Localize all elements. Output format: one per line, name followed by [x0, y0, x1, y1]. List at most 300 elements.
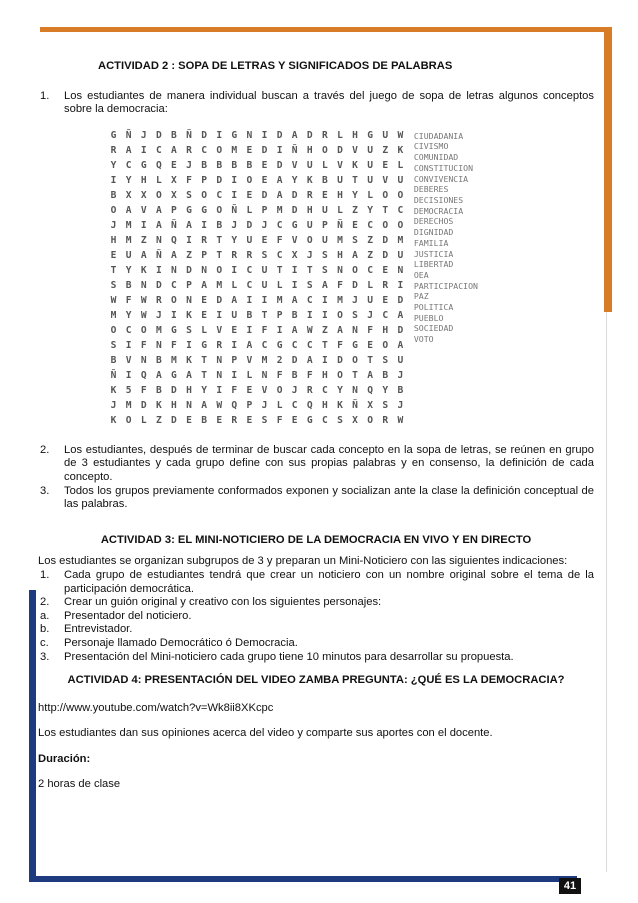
grid-letter: Ñ	[352, 400, 358, 412]
grid-letter: I	[140, 145, 147, 157]
grid-letter: H	[337, 250, 343, 262]
grid-letter: K	[337, 400, 343, 412]
grid-letter: A	[171, 250, 177, 262]
grid-letter: O	[397, 220, 404, 232]
grid-letter: O	[337, 310, 343, 322]
grid-letter: A	[352, 250, 358, 262]
grid-letter: X	[140, 190, 147, 202]
list-item	[38, 444, 594, 485]
grid-letter: Q	[231, 400, 238, 412]
word-list-item: CIUDADANIA	[413, 130, 464, 141]
grid-letter: A	[367, 370, 374, 382]
grid-letter: O	[216, 205, 223, 217]
grid-letter: C	[321, 385, 328, 397]
list-text: Cada grupo de estudiantes tendrá que crear un noticiero con un nombre original sobre el tema de la participación democrática.	[64, 568, 594, 595]
grid-letter: Q	[306, 400, 313, 412]
grid-letter: U	[261, 280, 268, 292]
grid-letter: M	[171, 355, 177, 367]
grid-letter: Q	[140, 370, 147, 382]
activity-3-list	[38, 569, 594, 610]
grid-letter: J	[306, 250, 313, 262]
blue-frame-left	[29, 590, 36, 882]
grid-letter: N	[186, 295, 192, 307]
word-list-item: CONVIVENCIA	[413, 173, 469, 184]
grid-letter: H	[186, 385, 192, 397]
grid-letter: I	[231, 340, 238, 352]
grid-letter: F	[276, 370, 283, 382]
grid-letter: N	[140, 355, 147, 367]
grid-letter: U	[306, 160, 313, 172]
grid-letter: G	[291, 220, 298, 232]
grid-letter: I	[216, 385, 223, 397]
grid-letter: I	[231, 265, 238, 277]
duration-label: Duración:	[38, 752, 91, 765]
word-list-item: DERECHOS	[413, 216, 454, 227]
grid-letter: C	[125, 325, 132, 337]
word-list	[414, 129, 478, 444]
grid-letter: Y	[231, 235, 238, 247]
grid-letter: J	[140, 130, 147, 142]
grid-letter: U	[367, 160, 374, 172]
grid-letter: A	[276, 190, 283, 202]
grid-letter: D	[246, 220, 253, 232]
grid-letter: B	[216, 220, 223, 232]
grid-letter: A	[276, 175, 283, 187]
grid-letter: R	[382, 415, 389, 427]
grid-letter: A	[186, 220, 192, 232]
grid-letter: B	[201, 415, 207, 427]
grid-letter: N	[171, 265, 177, 277]
grid-letter: Z	[321, 325, 328, 337]
word-list-item: PAZ	[413, 291, 429, 302]
grid-letter: I	[321, 295, 328, 307]
grid-letter: G	[352, 340, 358, 352]
grid-letter: P	[261, 205, 268, 217]
grid-letter: G	[110, 130, 117, 142]
grid-letter: N	[261, 370, 268, 382]
grid-letter: C	[171, 280, 177, 292]
grid-letter: D	[291, 205, 298, 217]
grid-letter: O	[397, 190, 404, 202]
grid-letter: T	[276, 265, 283, 277]
grid-letter: K	[186, 355, 192, 367]
grid-letter: M	[125, 400, 132, 412]
grid-letter: U	[306, 220, 313, 232]
grid-letter: D	[171, 385, 177, 397]
grid-letter: N	[155, 235, 162, 247]
grid-letter: D	[140, 400, 147, 412]
grid-letter: D	[201, 130, 207, 142]
grid-letter: F	[140, 340, 147, 352]
grid-letter: Z	[382, 145, 389, 157]
grid-letter: J	[110, 400, 117, 412]
grid-letter: H	[352, 130, 358, 142]
grid-letter: T	[352, 175, 358, 187]
grid-row	[106, 279, 408, 294]
list-item	[38, 90, 594, 117]
word-list-item: DECISIONES	[413, 195, 464, 205]
grid-letter: N	[246, 130, 253, 142]
grid-letter: J	[155, 310, 162, 322]
grid-letter: Y	[125, 175, 132, 187]
grid-letter: T	[367, 355, 374, 367]
word-list-item: LIBERTAD	[413, 259, 454, 270]
list-text: Los estudiantes, después de terminar de buscar cada concepto en la sopa de letras, se reúnen en grupo de 3 estudiantes y cada grupo define con sus propias palabras y en consenso, la definición de cada concepto.	[64, 443, 594, 483]
grid-letter: A	[171, 145, 177, 157]
grid-letter: B	[397, 385, 404, 397]
grid-letter: P	[276, 310, 283, 322]
grid-letter: I	[231, 175, 238, 187]
grid-letter: F	[125, 295, 132, 307]
letter-grid	[106, 129, 408, 444]
grid-letter: I	[321, 310, 328, 322]
grid-letter: B	[201, 160, 207, 172]
grid-letter: O	[367, 415, 374, 427]
grid-letter: H	[171, 400, 177, 412]
grid-letter: F	[261, 325, 268, 337]
grid-letter: B	[110, 355, 117, 367]
grid-letter: N	[201, 265, 207, 277]
grid-letter: A	[186, 370, 192, 382]
grid-letter: R	[216, 340, 223, 352]
list-number: 3.	[40, 650, 50, 663]
grid-letter: D	[155, 130, 162, 142]
grid-letter: L	[201, 325, 207, 337]
grid-letter: F	[367, 325, 374, 337]
word-list-item: DIGNIDAD	[413, 227, 454, 238]
grid-letter: X	[171, 175, 177, 187]
grid-letter: K	[155, 400, 162, 412]
grid-letter: M	[231, 145, 238, 157]
grid-letter: O	[352, 265, 358, 277]
grid-letter: O	[306, 235, 313, 247]
grid-letter: L	[367, 190, 374, 202]
word-list-item: OEA	[413, 269, 429, 280]
grid-letter: S	[321, 265, 328, 277]
grid-letter: A	[306, 355, 313, 367]
grid-letter: G	[306, 415, 313, 427]
sublist-item	[38, 610, 594, 624]
grid-letter: S	[382, 400, 389, 412]
grid-letter: M	[261, 355, 268, 367]
grid-row	[106, 219, 408, 234]
grid-letter: E	[246, 190, 253, 202]
grid-letter: I	[246, 325, 253, 337]
grid-letter: P	[201, 250, 207, 262]
grid-letter: C	[321, 415, 328, 427]
grid-letter: D	[382, 235, 389, 247]
grid-letter: U	[397, 250, 404, 262]
grid-row	[106, 369, 408, 384]
grid-letter: E	[171, 160, 177, 172]
grid-letter: A	[155, 220, 162, 232]
grid-letter: S	[306, 280, 313, 292]
grid-row	[106, 399, 408, 414]
word-list-item: SOCIEDAD	[413, 323, 454, 334]
page-content	[38, 60, 594, 792]
grid-letter: E	[186, 415, 192, 427]
page-number: 41	[559, 878, 581, 894]
grid-row	[106, 384, 408, 399]
grid-letter: P	[321, 220, 328, 232]
grid-row	[106, 294, 408, 309]
list-text: Los estudiantes de manera individual buscan a través del juego de sopa de letras algunos conceptos sobre la democracia:	[64, 89, 594, 116]
grid-letter: W	[140, 295, 147, 307]
grid-letter: T	[110, 265, 117, 277]
grid-row	[106, 309, 408, 324]
grid-letter: A	[397, 340, 404, 352]
grid-letter: S	[186, 325, 192, 337]
word-list-item: DEMOCRACIA	[413, 205, 464, 216]
grid-letter: F	[276, 415, 283, 427]
grid-letter: W	[140, 310, 147, 322]
grid-letter: K	[186, 310, 192, 322]
grid-letter: H	[306, 205, 313, 217]
grid-letter: Z	[352, 205, 358, 217]
list-text: Crear un guión original y creativo con los siguientes personajes:	[64, 596, 382, 609]
grid-letter: N	[397, 265, 404, 277]
grid-letter: S	[321, 250, 328, 262]
grid-letter: T	[216, 235, 223, 247]
grid-letter: P	[231, 355, 238, 367]
sublist-letter: c.	[40, 636, 49, 649]
grid-letter: C	[246, 265, 253, 277]
grid-letter: K	[110, 385, 117, 397]
grid-letter: R	[306, 190, 313, 202]
grid-row	[106, 129, 408, 144]
grid-letter: I	[110, 175, 117, 187]
grid-letter: D	[337, 355, 343, 367]
grid-letter: F	[306, 370, 313, 382]
grid-letter: J	[352, 295, 358, 307]
grid-letter: L	[276, 280, 283, 292]
grid-letter: I	[306, 310, 313, 322]
grid-letter: M	[276, 205, 283, 217]
grid-letter: O	[337, 370, 343, 382]
activity-3-intro: Los estudiantes se organizan subgrupos de 3 y preparan un Mini-Noticiero con las siguientes indicaciones:	[38, 555, 568, 568]
video-link[interactable]: http://www.youtube.com/watch?v=Wk8ii8XKcpc	[38, 701, 274, 714]
grid-letter: O	[171, 295, 177, 307]
grid-letter: M	[110, 310, 117, 322]
grid-letter: A	[291, 325, 298, 337]
grid-letter: R	[231, 250, 238, 262]
activity-3-list-end	[38, 651, 594, 665]
word-list-item: POLITICA	[413, 302, 454, 313]
grid-letter: Z	[367, 235, 374, 247]
grid-letter: U	[246, 235, 253, 247]
grid-letter: E	[246, 385, 253, 397]
grid-letter: C	[291, 400, 298, 412]
grid-letter: A	[231, 295, 238, 307]
grid-letter: N	[216, 370, 223, 382]
grid-letter: L	[140, 415, 147, 427]
grid-letter: I	[291, 280, 298, 292]
grid-letter: F	[186, 175, 192, 187]
grid-letter: A	[337, 325, 343, 337]
grid-letter: O	[110, 205, 117, 217]
grid-letter: S	[337, 415, 343, 427]
grid-letter: T	[352, 370, 358, 382]
grid-letter: Y	[110, 160, 117, 172]
grid-letter: I	[397, 280, 404, 292]
grid-letter: G	[367, 130, 374, 142]
grid-letter: C	[397, 205, 404, 217]
grid-letter: P	[246, 400, 253, 412]
grid-letter: L	[337, 205, 343, 217]
grid-letter: P	[186, 280, 192, 292]
grid-letter: K	[306, 175, 313, 187]
grid-letter: O	[352, 355, 358, 367]
grid-letter: I	[246, 295, 253, 307]
grid-letter: C	[216, 190, 223, 202]
grid-letter: S	[382, 355, 389, 367]
activity-3-title: ACTIVIDAD 3: EL MINI-NOTICIERO DE LA DEMOCRACIA EN VIVO Y EN DIRECTO	[100, 533, 532, 546]
grid-letter: A	[201, 280, 207, 292]
grid-letter: Z	[140, 235, 147, 247]
grid-letter: L	[246, 370, 253, 382]
grid-letter: I	[125, 370, 132, 382]
grid-letter: D	[397, 325, 404, 337]
grid-letter: E	[321, 190, 328, 202]
grid-letter: H	[306, 145, 313, 157]
grid-letter: D	[216, 295, 223, 307]
grid-letter: M	[276, 295, 283, 307]
grid-letter: Y	[352, 190, 358, 202]
grid-letter: L	[231, 280, 238, 292]
grid-letter: Y	[291, 175, 298, 187]
grid-letter: V	[140, 205, 147, 217]
word-search-puzzle	[106, 129, 594, 444]
grid-letter: T	[216, 250, 223, 262]
grid-letter: G	[140, 160, 147, 172]
grid-letter: E	[291, 415, 298, 427]
grid-letter: B	[155, 385, 162, 397]
word-list-item: COMUNIDAD	[413, 152, 459, 163]
grid-letter: L	[367, 280, 374, 292]
activity-2-list-continued	[38, 444, 594, 512]
grid-letter: S	[352, 235, 358, 247]
grid-letter: S	[261, 415, 268, 427]
grid-letter: U	[125, 250, 132, 262]
grid-letter: C	[367, 265, 374, 277]
grid-letter: G	[201, 340, 207, 352]
grid-letter: V	[246, 355, 253, 367]
grid-letter: D	[382, 250, 389, 262]
activity-4-text: Los estudiantes dan sus opiniones acerca del video y comparte sus aportes con el docente.	[38, 727, 493, 740]
grid-letter: U	[337, 175, 343, 187]
grid-letter: U	[367, 145, 374, 157]
grid-letter: M	[397, 235, 404, 247]
grid-letter: I	[201, 220, 207, 232]
grid-letter: Ñ	[155, 250, 162, 262]
grid-letter: M	[155, 325, 162, 337]
grid-row	[106, 414, 408, 429]
sublist-item	[38, 623, 594, 637]
grid-letter: Z	[186, 250, 192, 262]
grid-letter: Ñ	[337, 220, 343, 232]
grid-letter: I	[261, 130, 268, 142]
grid-letter: R	[382, 280, 389, 292]
grid-letter: T	[306, 265, 313, 277]
grid-letter: W	[110, 295, 117, 307]
grid-letter: V	[337, 160, 343, 172]
grid-letter: B	[110, 190, 117, 202]
grid-letter: L	[337, 130, 343, 142]
grid-letter: D	[261, 145, 268, 157]
grid-letter: O	[321, 145, 328, 157]
grid-letter: I	[276, 325, 283, 337]
grid-letter: D	[216, 175, 223, 187]
grid-letter: J	[261, 220, 268, 232]
grid-letter: D	[337, 145, 343, 157]
grid-letter: M	[125, 220, 132, 232]
grid-row	[106, 249, 408, 264]
grid-letter: E	[246, 145, 253, 157]
grid-letter: J	[231, 220, 238, 232]
grid-letter: E	[231, 325, 238, 337]
grid-letter: V	[352, 145, 358, 157]
grid-letter: S	[261, 250, 268, 262]
grid-letter: I	[291, 265, 298, 277]
grid-letter: B	[246, 310, 253, 322]
grid-letter: 2	[276, 355, 283, 367]
grid-letter: Ñ	[186, 130, 192, 142]
grid-letter: Y	[125, 265, 132, 277]
grid-row	[106, 204, 408, 219]
grid-letter: E	[261, 160, 268, 172]
grid-letter: I	[186, 235, 192, 247]
list-number: 1.	[40, 89, 50, 102]
sublist-letter: b.	[40, 623, 50, 636]
grid-letter: V	[261, 385, 268, 397]
grid-letter: K	[110, 415, 117, 427]
grid-letter: O	[382, 340, 389, 352]
grid-letter: Y	[367, 205, 374, 217]
list-item	[38, 569, 594, 596]
grid-letter: 5	[125, 385, 132, 397]
grid-letter: N	[337, 265, 343, 277]
grid-letter: C	[155, 145, 162, 157]
grid-letter: I	[125, 340, 132, 352]
grid-letter: J	[261, 400, 268, 412]
grid-row	[106, 144, 408, 159]
grid-letter: T	[201, 355, 207, 367]
sublist-letter: a.	[40, 609, 50, 622]
grid-letter: B	[155, 355, 162, 367]
grid-letter: D	[291, 355, 298, 367]
word-list-item: PARTICIPACION	[413, 280, 478, 291]
grid-letter: E	[382, 295, 389, 307]
grid-letter: H	[321, 400, 328, 412]
grid-letter: S	[110, 280, 117, 292]
grid-letter: I	[140, 220, 147, 232]
grid-letter: I	[231, 190, 238, 202]
grid-letter: T	[201, 370, 207, 382]
grid-letter: B	[216, 160, 223, 172]
grid-letter: T	[382, 205, 389, 217]
grid-letter: P	[201, 175, 207, 187]
grid-letter: O	[216, 145, 223, 157]
grid-letter: S	[110, 340, 117, 352]
grid-letter: G	[231, 130, 238, 142]
word-list-item: FAMILIA	[413, 237, 449, 248]
spacer	[38, 766, 594, 778]
grid-row	[106, 339, 408, 354]
grid-letter: R	[246, 250, 253, 262]
grid-letter: U	[321, 205, 328, 217]
orange-frame-right	[604, 27, 612, 312]
grid-letter: I	[155, 265, 162, 277]
